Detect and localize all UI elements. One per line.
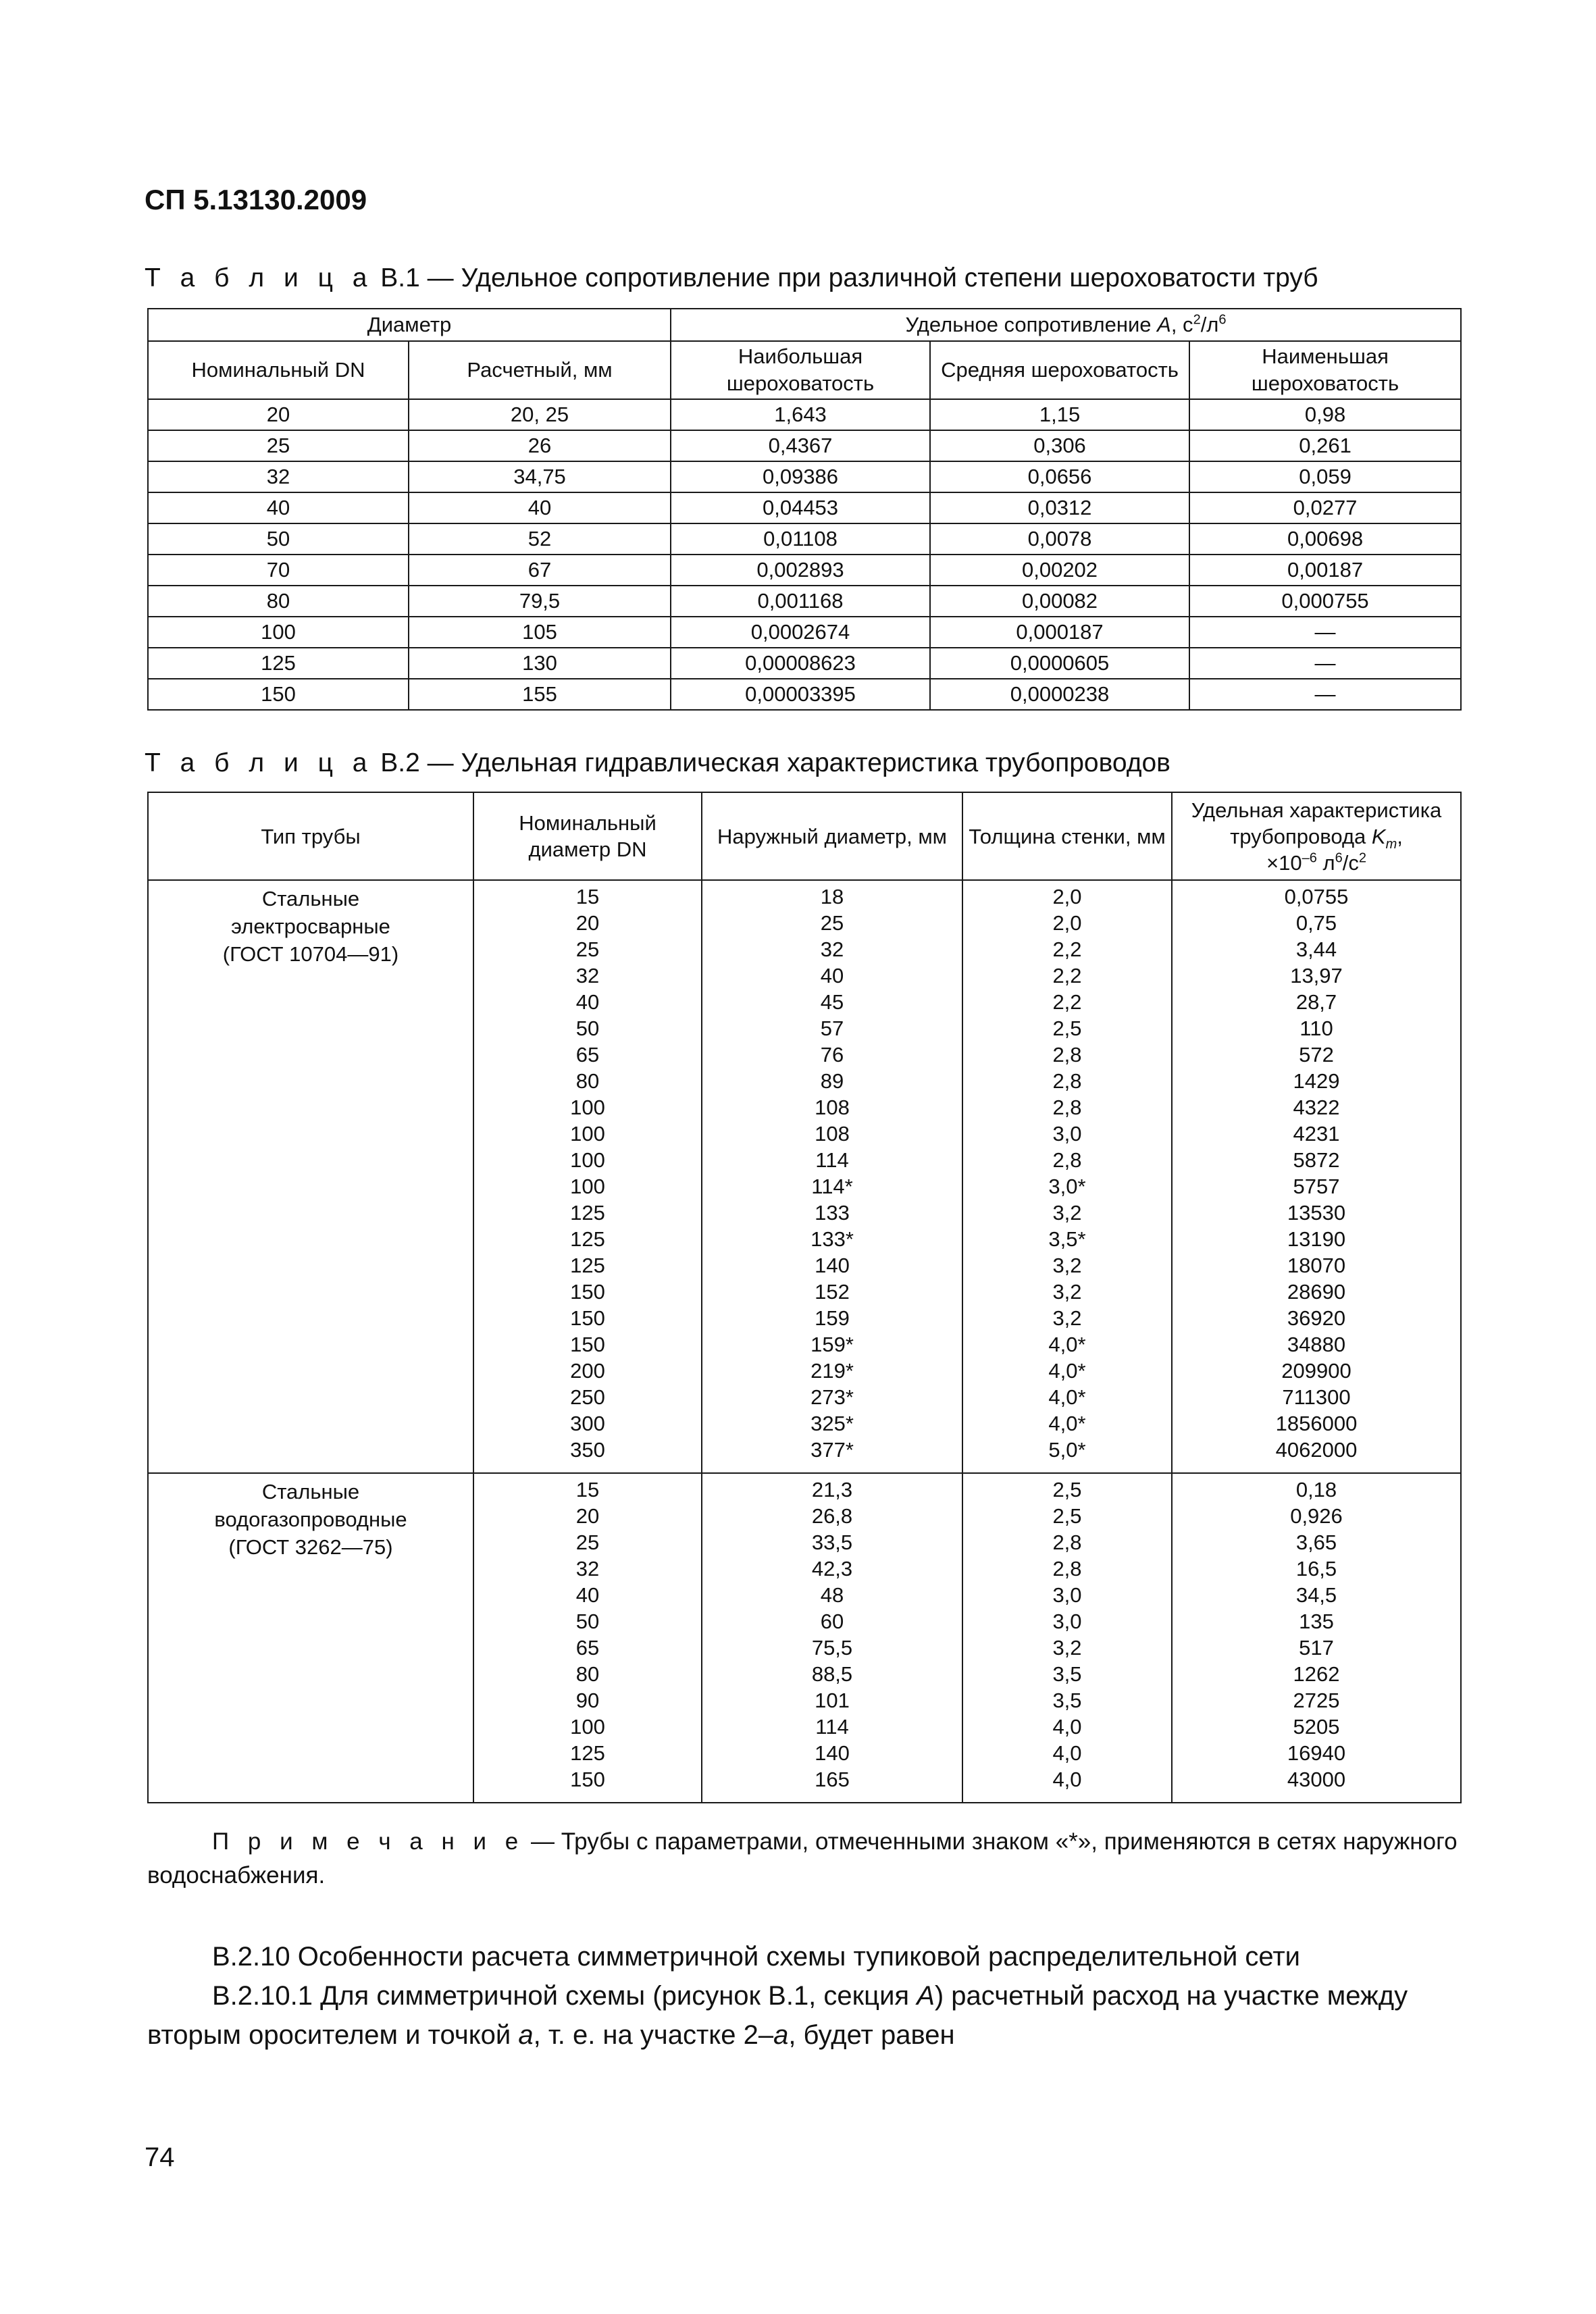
cell-specific-characteristic: 209900 [1281,1359,1352,1383]
cell-wall-thickness: 3,0 [1052,1610,1082,1633]
pipe-type-line: водогазопроводные [214,1508,407,1531]
cell-outer-diameter: 33,5 [811,1531,853,1554]
cell-outer-diameter: 140 [815,1741,850,1765]
header-char-pre: ×10 [1266,850,1302,875]
cell-wall-thickness: 4,0* [1048,1385,1086,1409]
cell-wall-thickness-column [962,880,1172,1473]
cell-calc-diameter: 105 [409,617,671,648]
cell-outer-diameter: 108 [815,1096,850,1119]
para-part-4: , будет равен [788,2020,955,2050]
cell-max-roughness: 0,001168 [671,586,930,617]
cell-max-roughness: 0,0002674 [671,617,930,648]
table-row [148,399,1461,430]
cell-specific-characteristic: 135 [1299,1610,1334,1633]
cell-wall-thickness: 3,2 [1052,1201,1082,1225]
cell-specific-characteristic: 517 [1299,1636,1334,1660]
cell-dn: 100 [570,1122,605,1146]
cell-nominal-dn: 20 [148,399,409,430]
cell-specific-characteristic: 4322 [1293,1096,1340,1119]
cell-min-roughness: 0,00698 [1189,523,1461,555]
cell-specific-characteristic: 28690 [1287,1280,1346,1304]
cell-dn: 50 [575,1017,600,1040]
table-row [148,555,1461,586]
cell-dn: 125 [570,1201,605,1225]
cell-specific-characteristic: 4062000 [1275,1438,1358,1462]
cell-wall-thickness: 2,5 [1052,1017,1082,1040]
para-var-a: а [518,2020,534,2050]
cell-calc-diameter: 26 [409,430,671,461]
cell-dn: 150 [570,1280,605,1304]
cell-specific-characteristic: 18070 [1287,1254,1346,1277]
cell-dn: 250 [570,1385,605,1409]
header-resistance-sup2: 6 [1218,312,1227,328]
cell-outer-diameter: 133 [815,1201,850,1225]
cell-min-roughness: — [1189,617,1461,648]
cell-dn: 150 [570,1333,605,1356]
cell-dn: 50 [575,1610,600,1633]
table-note [147,1825,1460,1893]
cell-outer-diameter: 45 [820,990,844,1014]
cell-mid-roughness: 0,0078 [930,523,1189,555]
header-resistance-units-mid: /л [1200,313,1219,336]
header-char-var: K [1371,824,1386,848]
cell-outer-diameter: 101 [815,1689,850,1712]
cell-dn: 32 [575,1557,600,1580]
cell-specific-characteristic: 5757 [1293,1175,1340,1198]
cell-wall-thickness: 2,8 [1052,1043,1082,1066]
cell-dn: 100 [570,1148,605,1172]
table1-caption-prefix: Т а б л и ц а [145,263,374,292]
header-min-roughness: Наименьшая шероховатость [1189,341,1461,399]
cell-mid-roughness: 0,0312 [930,492,1189,523]
cell-wall-thickness: 3,2 [1052,1306,1082,1330]
para-part-2: ) расчетный расход на участке между вторым оросителем и точкой [147,1981,1408,2050]
table2-caption [145,748,1170,778]
cell-dn: 200 [570,1359,605,1383]
cell-specific-characteristic: 36920 [1287,1306,1346,1330]
table1-caption-text: В.1 — Удельное сопротивление при различной степени шероховатости труб [373,263,1318,292]
cell-outer-diameter: 57 [820,1017,844,1040]
cell-wall-thickness: 3,5 [1052,1662,1082,1686]
table-row [148,586,1461,617]
table-row [148,648,1461,679]
cell-min-roughness: 0,00187 [1189,555,1461,586]
cell-nominal-dn: 125 [148,648,409,679]
cell-outer-diameter: 377* [810,1438,854,1462]
cell-mid-roughness: 0,00202 [930,555,1189,586]
header-nominal-dn: Номинальный DN [148,341,409,399]
cell-dn: 40 [575,990,600,1014]
cell-wall-thickness: 2,8 [1052,1557,1082,1580]
cell-dn: 100 [570,1715,605,1739]
cell-wall-thickness: 4,0* [1048,1359,1086,1383]
cell-dn: 80 [575,1069,600,1093]
cell-outer-diameter: 26,8 [811,1504,853,1528]
table-row [148,461,1461,492]
cell-specific-characteristic-column [1172,1473,1461,1803]
cell-specific-characteristic: 43000 [1287,1768,1346,1791]
pipe-type-line: (ГОСТ 3262—75) [228,1535,393,1559]
cell-dn: 40 [575,1583,600,1607]
cell-specific-characteristic-column [1172,880,1461,1473]
cell-max-roughness: 0,09386 [671,461,930,492]
header-char-sup2: 2 [1358,850,1366,866]
cell-dn: 32 [575,964,600,987]
cell-outer-diameter: 88,5 [811,1662,853,1686]
hydraulic-table [147,792,1462,1803]
cell-outer-diameter: 21,3 [811,1478,853,1501]
header-char-label: трубопровода [1230,824,1366,848]
cell-max-roughness: 0,4367 [671,430,930,461]
para-var-A: А [917,1981,935,2011]
header-resistance-var: A [1157,313,1171,336]
cell-outer-diameter: 152 [815,1280,850,1304]
cell-outer-diameter: 219* [810,1359,854,1383]
cell-outer-diameter: 40 [820,964,844,987]
cell-dn: 15 [575,885,600,908]
pipe-group-row [148,880,1461,1473]
cell-dn-column [473,880,702,1473]
cell-wall-thickness: 2,5 [1052,1478,1082,1501]
cell-max-roughness: 0,002893 [671,555,930,586]
cell-specific-characteristic: 110 [1299,1017,1333,1040]
cell-specific-characteristic: 1262 [1293,1662,1340,1686]
cell-nominal-dn: 100 [148,617,409,648]
cell-pipe-type [148,1473,473,1803]
table-row [148,617,1461,648]
cell-outer-diameter: 325* [810,1412,854,1435]
cell-specific-characteristic: 2725 [1293,1689,1340,1712]
note-label: П р и м е ч а н и е [212,1828,525,1855]
cell-dn: 300 [570,1412,605,1435]
cell-dn: 150 [570,1306,605,1330]
cell-dn-column [473,1473,702,1803]
cell-nominal-dn: 80 [148,586,409,617]
cell-specific-characteristic: 5872 [1293,1148,1340,1172]
cell-wall-thickness: 2,2 [1052,990,1082,1014]
header-specific-characteristic [1172,792,1461,880]
section-paragraph [147,1976,1460,2055]
cell-max-roughness: 1,643 [671,399,930,430]
cell-specific-characteristic: 0,0755 [1284,885,1349,908]
cell-min-roughness: 0,0277 [1189,492,1461,523]
cell-dn: 15 [575,1478,600,1501]
cell-mid-roughness: 0,0000238 [930,679,1189,710]
cell-outer-diameter: 165 [815,1768,850,1791]
header-outer-diameter: Наружный диаметр, мм [702,792,962,880]
cell-wall-thickness: 2,8 [1052,1096,1082,1119]
header-mid-roughness: Средняя шероховатость [930,341,1189,399]
cell-max-roughness: 0,01108 [671,523,930,555]
pipe-group-row [148,1473,1461,1803]
header-resistance-units: , с [1170,313,1193,336]
cell-outer-diameter: 42,3 [811,1557,853,1580]
cell-outer-diameter: 114* [811,1175,853,1198]
header-char-line1: Удельная характеристика [1191,798,1442,822]
cell-outer-diameter: 32 [820,937,844,961]
table2-caption-prefix: Т а б л и ц а [145,748,374,777]
cell-calc-diameter: 67 [409,555,671,586]
section-heading: В.2.10 Особенности расчета симметричной схемы тупиковой распределительной сети [212,1942,1300,1972]
cell-calc-diameter: 79,5 [409,586,671,617]
header-diameter: Диаметр [148,309,671,341]
cell-specific-characteristic: 13530 [1287,1201,1346,1225]
cell-calc-diameter: 155 [409,679,671,710]
cell-dn: 150 [570,1768,605,1791]
cell-wall-thickness: 3,2 [1052,1254,1082,1277]
cell-dn: 125 [570,1254,605,1277]
cell-wall-thickness: 4,0 [1052,1741,1082,1765]
cell-wall-thickness: 5,0* [1048,1438,1086,1462]
cell-mid-roughness: 0,00082 [930,586,1189,617]
cell-max-roughness: 0,00003395 [671,679,930,710]
cell-min-roughness: 0,000755 [1189,586,1461,617]
table-row [148,492,1461,523]
table1-caption [145,263,1318,293]
cell-outer-diameter-column [702,1473,962,1803]
header-char-sup1: 6 [1335,850,1343,866]
cell-nominal-dn: 50 [148,523,409,555]
header-char-exp: –6 [1302,850,1317,866]
cell-specific-characteristic: 13190 [1287,1227,1346,1251]
cell-outer-diameter: 48 [820,1583,844,1607]
cell-min-roughness: 0,261 [1189,430,1461,461]
header-pipe-type: Тип трубы [148,792,473,880]
header-max-roughness: Наибольшая шероховатость [671,341,930,399]
cell-dn: 125 [570,1227,605,1251]
table-row [148,430,1461,461]
cell-specific-characteristic: 4231 [1293,1122,1340,1146]
header-char-var-sub: т [1385,836,1397,852]
cell-max-roughness: 0,00008623 [671,648,930,679]
cell-outer-diameter: 114 [815,1715,849,1739]
cell-outer-diameter: 159 [815,1306,850,1330]
cell-nominal-dn: 32 [148,461,409,492]
cell-dn: 25 [575,937,600,961]
header-char-mid: л [1316,850,1335,875]
cell-specific-characteristic: 711300 [1282,1385,1351,1409]
cell-wall-thickness: 4,0 [1052,1715,1082,1739]
cell-specific-characteristic: 0,75 [1295,911,1337,935]
cell-specific-characteristic: 0,18 [1295,1478,1337,1501]
cell-dn: 25 [575,1531,600,1554]
cell-max-roughness: 0,04453 [671,492,930,523]
cell-outer-diameter: 76 [820,1043,844,1066]
cell-wall-thickness: 3,2 [1052,1280,1082,1304]
cell-wall-thickness: 2,8 [1052,1531,1082,1554]
pipe-type-line: (ГОСТ 10704—91) [222,942,399,966]
cell-dn: 20 [575,1504,600,1528]
cell-wall-thickness-column [962,1473,1172,1803]
cell-specific-characteristic: 3,65 [1295,1531,1337,1554]
pipe-type-line: электросварные [231,915,390,938]
cell-outer-diameter: 60 [820,1610,844,1633]
header-char-units [1177,850,1456,876]
cell-outer-diameter: 25 [820,911,844,935]
cell-specific-characteristic: 1429 [1293,1069,1340,1093]
cell-dn: 100 [570,1175,605,1198]
cell-specific-characteristic: 572 [1299,1043,1334,1066]
page-number: 74 [145,2142,175,2172]
cell-min-roughness: 0,98 [1189,399,1461,430]
cell-min-roughness: 0,059 [1189,461,1461,492]
table-row [148,523,1461,555]
cell-dn: 80 [575,1662,600,1686]
cell-calc-diameter: 40 [409,492,671,523]
cell-mid-roughness: 0,0000605 [930,648,1189,679]
cell-wall-thickness: 2,0 [1052,885,1082,908]
table2-caption-text: В.2 — Удельная гидравлическая характеристика трубопроводов [373,748,1170,777]
cell-wall-thickness: 3,0 [1052,1122,1082,1146]
header-char-line2: трубопровода $K_т$, [1230,824,1403,852]
resistance-table [147,308,1462,711]
header-resistance-sup1: 2 [1193,312,1201,328]
cell-outer-diameter: 108 [815,1122,850,1146]
cell-outer-diameter-column [702,880,962,1473]
cell-specific-characteristic: 1856000 [1275,1412,1358,1435]
para-part-1: В.2.10.1 Для симметричной схемы (рисунок В.1, секция [212,1981,917,2011]
pipe-type-line: Стальные [261,887,360,910]
cell-wall-thickness: 2,5 [1052,1504,1082,1528]
cell-wall-thickness: 2,2 [1052,964,1082,987]
cell-specific-characteristic: 28,7 [1295,990,1337,1014]
cell-nominal-dn: 150 [148,679,409,710]
note-text: — Трубы с параметрами, отмеченными знаком «*», применяются в сетях наружного водоснабжения. [147,1828,1458,1888]
cell-outer-diameter: 75,5 [811,1636,853,1660]
cell-specific-characteristic: 16940 [1287,1741,1346,1765]
cell-dn: 350 [570,1438,605,1462]
cell-wall-thickness: 3,0* [1048,1175,1086,1198]
cell-outer-diameter: 159* [810,1333,854,1356]
cell-wall-thickness: 2,2 [1052,937,1082,961]
cell-specific-characteristic: 3,44 [1295,937,1337,961]
cell-dn: 125 [570,1741,605,1765]
cell-specific-characteristic: 16,5 [1295,1557,1337,1580]
cell-specific-characteristic: 0,926 [1290,1504,1343,1528]
cell-specific-characteristic: 13,97 [1290,964,1343,987]
header-resistance-label: Удельное сопротивление [905,313,1152,336]
pipe-type-line: Стальные [261,1480,360,1503]
cell-mid-roughness: 0,306 [930,430,1189,461]
cell-nominal-dn: 25 [148,430,409,461]
cell-outer-diameter: 114 [815,1148,849,1172]
header-calc-diameter: Расчетный, мм [409,341,671,399]
cell-wall-thickness: 4,0* [1048,1412,1086,1435]
cell-outer-diameter: 18 [820,885,844,908]
cell-calc-diameter: 130 [409,648,671,679]
cell-mid-roughness: 0,000187 [930,617,1189,648]
header-char-mid2: /с [1342,850,1359,875]
header-nominal-dn: Номинальный диаметр DN [473,792,702,880]
document-code: СП 5.13130.2009 [145,184,367,215]
cell-outer-diameter: 133* [810,1227,854,1251]
cell-dn: 90 [575,1689,600,1712]
cell-nominal-dn: 40 [148,492,409,523]
cell-mid-roughness: 0,0656 [930,461,1189,492]
cell-specific-characteristic: 34880 [1287,1333,1346,1356]
cell-min-roughness: — [1189,679,1461,710]
cell-wall-thickness: 3,5* [1048,1227,1086,1251]
cell-dn: 100 [570,1096,605,1119]
cell-specific-characteristic: 34,5 [1295,1583,1337,1607]
para-part-3: , т. е. на участке 2– [533,2020,774,2050]
cell-calc-diameter: 20, 25 [409,399,671,430]
cell-wall-thickness: 3,5 [1052,1689,1082,1712]
cell-calc-diameter: 34,75 [409,461,671,492]
header-specific-resistance [671,309,1461,341]
cell-wall-thickness: 2,8 [1052,1069,1082,1093]
para-var-a2: а [773,2020,789,2050]
cell-wall-thickness: 2,8 [1052,1148,1082,1172]
cell-specific-characteristic: 5205 [1293,1715,1340,1739]
cell-nominal-dn: 70 [148,555,409,586]
cell-mid-roughness: 1,15 [930,399,1189,430]
cell-dn: 65 [575,1636,600,1660]
cell-pipe-type [148,880,473,1473]
cell-outer-diameter: 89 [820,1069,844,1093]
cell-wall-thickness: 4,0 [1052,1768,1082,1791]
header-wall-thickness: Толщина стенки, мм [962,792,1172,880]
cell-outer-diameter: 273* [810,1385,854,1409]
cell-wall-thickness: 3,0 [1052,1583,1082,1607]
cell-wall-thickness: 3,2 [1052,1636,1082,1660]
cell-outer-diameter: 140 [815,1254,850,1277]
cell-dn: 65 [575,1043,600,1066]
cell-min-roughness: — [1189,648,1461,679]
cell-wall-thickness: 4,0* [1048,1333,1086,1356]
cell-calc-diameter: 52 [409,523,671,555]
cell-dn: 20 [575,911,600,935]
cell-wall-thickness: 2,0 [1052,911,1082,935]
table-row [148,679,1461,710]
